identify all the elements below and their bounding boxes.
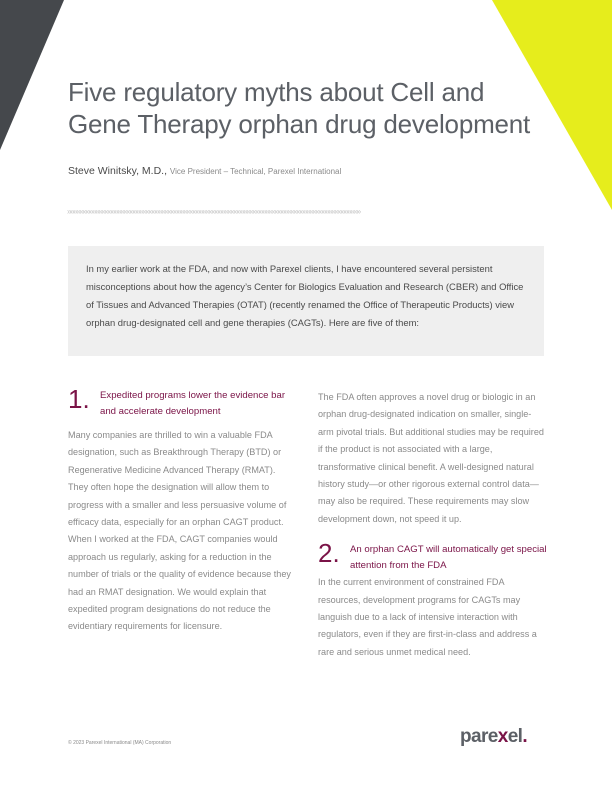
column-right xyxy=(318,389,547,661)
section-2-number: 2. xyxy=(318,538,340,569)
logo-dot: . xyxy=(522,726,528,747)
logo-text-end: el xyxy=(507,726,523,747)
intro-box xyxy=(68,246,544,356)
section-2-heading xyxy=(318,538,547,574)
logo-text-start: pare xyxy=(460,726,498,747)
section-1-heading xyxy=(68,386,294,422)
intro-text: In my earlier work at the FDA, and now with Parexel clients, I have encountered several persistent misconceptions about how the agency’s Center for Biologics Evaluation and Research (CBER) and Office of Tissues and Advanced Therapies (OTAT) (recently renamed the Office of Therapeutic Products) view orphan drug-designated cell and gene therapies (CAGTs). Here are five of them: xyxy=(86,263,524,328)
section-1-body: Many companies are thrilled to win a valuable FDA designation, such as Breakthrough Therapy (BTD) or Regenerative Medicine Advanced Therapy (RMAT). They often hope the designation will allow them to progress with a smaller and less persuasive volume of efficacy data, especially for an orphan CAGT product. When I worked at the FDA, CAGT companies would approach us regularly, asking for a reduction in the number of trials or the quality of evidence because they had an RMAT designation. We would explain that expedited program designations do not reduce the evidentiary requirements for licensure. xyxy=(68,430,291,632)
corner-decoration-dark xyxy=(0,0,64,150)
author-name: Steve Winitsky, M.D., xyxy=(68,165,167,177)
copyright-notice: © 2023 Parexel International (MA) Corporation xyxy=(68,740,172,746)
byline xyxy=(68,165,341,177)
section-1-title: Expedited programs lower the evidence bar and accelerate development xyxy=(100,390,286,417)
parexel-logo xyxy=(460,726,527,748)
author-role: Vice President – Technical, Parexel International xyxy=(169,167,342,176)
title-line-2: Gene Therapy orphan drug development xyxy=(68,109,531,139)
section-1-number: 1. xyxy=(68,384,90,414)
section-1-body-continued: The FDA often approves a novel drug or biologic in an orphan drug-designated indication on smaller, single-arm pivotal trials. But additional studies may be required if the product is not associated with a large, transformative clinical benefit. A well-designed natural history study—or other rigorous external control data—may also be required. These requirements may slow development down, not speed it up. xyxy=(318,392,544,524)
section-2-title: An orphan CAGT will automatically get special attention from the FDA xyxy=(350,544,547,572)
page-title xyxy=(68,76,568,140)
title-line-1: Five regulatory myths about Cell and xyxy=(68,77,485,107)
chevron-divider: »»»»»»»»»»»»»»»»»»»»»»»»»»»»»»»»»»»»»»»»»»»»»»»»»»»»»»»»»»»»»»»»»»»»»»»»»»»»»»»»»»»»»»»»»»»»» xyxy=(67,207,360,216)
section-2 xyxy=(318,538,547,661)
logo-x-mark: x xyxy=(497,726,508,747)
column-left xyxy=(68,386,294,636)
section-2-body: In the current environment of constrained FDA resources, development programs for CAGTs may languish due to a lack of intensive interaction with regulators, even if they are first-in-class and address a rare and serious unmet medical need. xyxy=(318,577,537,657)
